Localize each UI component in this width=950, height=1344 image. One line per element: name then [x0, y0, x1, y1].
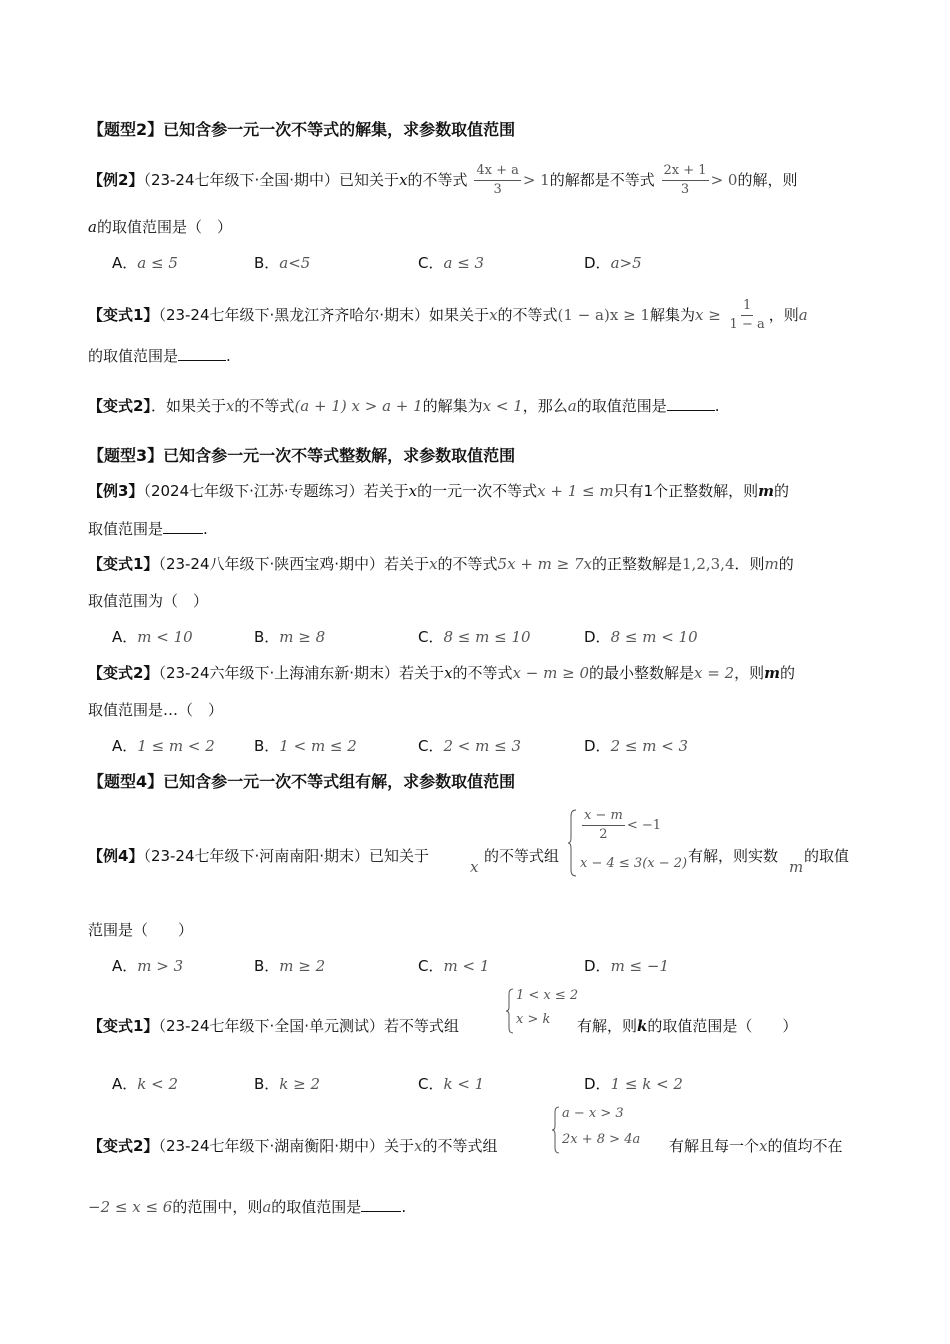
text: ．如果关于 — [150, 397, 226, 415]
text: 只有1个正整数解，则 — [613, 482, 759, 500]
var-a: a — [798, 306, 808, 324]
text: 的范围中，则 — [172, 1198, 263, 1216]
option-value: m ≥ 8 — [279, 628, 326, 646]
option-c[interactable] — [418, 735, 521, 756]
math: 1 < x ≤ 2 — [516, 988, 579, 1003]
text: 的取值范围是（ ） — [647, 1017, 798, 1035]
variant-4-2-line2 — [88, 1197, 406, 1217]
variant-3-2-line2: 取值范围是…（ ） — [88, 701, 224, 719]
math: < −1 — [626, 818, 662, 833]
option-label: B． — [254, 254, 280, 272]
text: . — [401, 1198, 407, 1216]
text: 的取值范围是 — [88, 347, 179, 365]
math: x = 2 — [694, 664, 735, 682]
option-label: D． — [584, 628, 611, 646]
option-c[interactable] — [418, 252, 484, 273]
var-x: x — [759, 1137, 768, 1155]
source: （23-24七年级下·全国·期中）已知关于 — [143, 171, 400, 189]
heading-type3: 【题型3】已知含参一元一次不等式整数解，求参数取值范围 — [88, 446, 516, 465]
option-value: m < 1 — [443, 957, 490, 975]
example-4-line1 — [88, 846, 429, 866]
option-value: a ≤ 5 — [137, 254, 178, 272]
example-3-line2 — [88, 519, 208, 539]
variant-3-1-line1 — [88, 554, 794, 574]
text: 的不等式 — [452, 664, 513, 682]
text: 的 — [774, 482, 790, 500]
var-k: k — [637, 1017, 648, 1035]
source: （2024七年级下·江苏·专题练习）若关于 — [143, 482, 409, 500]
text: 有解且每一个 — [669, 1137, 760, 1155]
option-label: A． — [112, 628, 138, 646]
var-x: x — [444, 664, 453, 682]
math: −2 ≤ x ≤ 6 — [88, 1198, 173, 1216]
text: 的最小整数解是 — [588, 664, 694, 682]
inequality-system — [506, 988, 586, 1034]
text: ，则 — [734, 664, 765, 682]
variant-2 — [88, 396, 720, 416]
example-4-line2: 范围是（ ） — [88, 921, 194, 939]
variant-tag: 【变式1】 — [88, 555, 159, 573]
numerator: 1 — [741, 298, 753, 316]
option-value: 1 ≤ k < 2 — [610, 1075, 683, 1093]
option-c[interactable] — [418, 955, 489, 976]
var-m: m — [758, 482, 774, 500]
text: 的不等式 — [234, 397, 295, 415]
variant-tag: 【变式1】 — [88, 306, 159, 324]
var-x: x — [470, 858, 479, 876]
option-b[interactable] — [254, 1073, 320, 1094]
option-c[interactable] — [418, 626, 531, 647]
math: x ≥ — [694, 306, 721, 324]
option-b[interactable] — [254, 955, 325, 976]
text: 的 — [778, 555, 794, 573]
example-2-line1 — [88, 163, 797, 198]
heading-type4: 【题型4】已知含参一元一次不等式组有解，求参数取值范围 — [88, 772, 516, 791]
brace-icon — [552, 1106, 560, 1154]
numerator: 4x + a — [474, 163, 521, 181]
heading-type2: 【题型2】已知含参一元一次不等式的解集，求参数取值范围 — [88, 120, 516, 139]
text: 的取值范围是 — [576, 397, 667, 415]
example-tag: 【例3】 — [88, 482, 144, 500]
option-d[interactable] — [584, 735, 688, 756]
var-m: m — [789, 858, 804, 876]
source: （23-24七年级下·黑龙江齐齐哈尔·期末）如果关于 — [158, 306, 490, 324]
example-3-line1 — [88, 481, 789, 501]
option-label: A． — [112, 957, 138, 975]
fraction — [474, 163, 521, 198]
text: 的不等式 — [407, 171, 468, 189]
option-label: D． — [584, 254, 611, 272]
math: x + 1 ≤ m — [537, 482, 614, 500]
var-m: m — [764, 555, 779, 573]
option-label: C． — [418, 737, 444, 755]
option-a[interactable] — [112, 735, 215, 756]
option-d[interactable] — [584, 955, 669, 976]
option-value: 2 < m ≤ 3 — [443, 737, 522, 755]
denominator: 2 — [599, 827, 608, 842]
var-x: x — [429, 555, 438, 573]
option-value: m ≤ −1 — [610, 957, 670, 975]
option-a[interactable] — [112, 955, 183, 976]
variant-4-1 — [88, 1016, 459, 1036]
text: 的取值范围是 — [271, 1198, 362, 1216]
option-label: D． — [584, 737, 611, 755]
answer-blank[interactable] — [178, 346, 226, 361]
option-value: a>5 — [610, 254, 642, 272]
option-c[interactable] — [418, 1073, 484, 1094]
option-label: C． — [418, 957, 444, 975]
var-a: a — [567, 397, 577, 415]
example-tag: 【例4】 — [88, 847, 144, 865]
answer-blank[interactable] — [361, 1197, 401, 1212]
text: . — [203, 520, 208, 538]
option-a[interactable] — [112, 626, 193, 647]
option-a[interactable] — [112, 252, 178, 273]
denominator: 3 — [680, 182, 690, 197]
text: 解集为 — [649, 306, 695, 324]
math: > 0 — [710, 171, 738, 189]
variant-tag: 【变式1】 — [88, 1017, 159, 1035]
fraction — [582, 808, 625, 843]
option-value: m > 3 — [137, 957, 184, 975]
option-value: a ≤ 3 — [443, 254, 485, 272]
math: 2x + 8 > 4a — [562, 1132, 641, 1147]
text: 的解集为 — [422, 397, 483, 415]
source: （23-24八年级下·陕西宝鸡·期中）若关于 — [158, 555, 430, 573]
source: （23-24六年级下·上海浦东新·期末）若关于 — [158, 664, 445, 682]
inequality-system — [568, 808, 688, 878]
numerator: 2x + 1 — [662, 163, 709, 181]
text: . — [226, 347, 231, 365]
answer-blank[interactable] — [163, 519, 203, 534]
var-a: a — [262, 1198, 272, 1216]
option-d[interactable] — [584, 252, 642, 273]
option-value: 8 ≤ m ≤ 10 — [443, 628, 531, 646]
option-b[interactable] — [254, 626, 325, 647]
text: 的一元一次不等式 — [417, 482, 538, 500]
var-a: a — [88, 218, 97, 236]
var-x: x — [399, 171, 408, 189]
option-label: C． — [418, 1075, 444, 1093]
var-x: x — [414, 1137, 423, 1155]
var-x: x — [408, 482, 418, 500]
variant-4-1-tail — [577, 1016, 797, 1036]
math: > 1 — [522, 171, 550, 189]
text: 有解，则 — [577, 1017, 638, 1035]
source: （23-24七年级下·湖南衡阳·期中）关于 — [158, 1137, 415, 1155]
variant-tag: 【变式2】 — [88, 664, 159, 682]
option-value: k < 2 — [137, 1075, 179, 1093]
text: ，那么 — [522, 397, 568, 415]
option-label: C． — [418, 628, 444, 646]
variant-tag: 【变式2】 — [88, 1137, 159, 1155]
option-label: B． — [254, 1075, 280, 1093]
var-x: x — [225, 397, 235, 415]
fraction — [662, 163, 709, 198]
math: 1,2,3,4 — [682, 555, 735, 573]
option-value: m ≥ 2 — [279, 957, 326, 975]
example-tag: 【例2】 — [88, 171, 144, 189]
text: ，则 — [768, 306, 799, 324]
math: x − 4 ≤ 3(x − 2) — [580, 856, 688, 871]
var-x: x — [489, 306, 498, 324]
math: a − x > 3 — [562, 1106, 624, 1121]
option-value: 1 ≤ m < 2 — [137, 737, 215, 755]
var-m: m — [764, 664, 780, 682]
text: 取值范围是 — [88, 520, 164, 538]
denominator: 3 — [493, 182, 502, 197]
denominator: 1 − a — [729, 317, 765, 332]
variant-3-2-line1 — [88, 663, 795, 683]
option-label: A． — [112, 737, 138, 755]
math: x − m ≥ 0 — [512, 664, 589, 682]
variant-1-line1 — [88, 298, 808, 333]
option-label: D． — [584, 957, 611, 975]
inequality-system — [552, 1106, 672, 1154]
text: 的取值范围是（ ） — [96, 218, 232, 236]
source: （23-24七年级下·全国·单元测试）若不等式组 — [158, 1017, 460, 1035]
option-d[interactable] — [584, 1073, 683, 1094]
option-d[interactable] — [584, 626, 698, 647]
source: （23-24七年级下·河南南阳·期末）已知关于 — [143, 847, 430, 865]
text: 的不等式 — [497, 306, 558, 324]
text: 的值均不在 — [767, 1137, 843, 1155]
option-label: D． — [584, 1075, 611, 1093]
option-label: B． — [254, 628, 280, 646]
option-b[interactable] — [254, 735, 357, 756]
text: 的取值 — [804, 847, 850, 865]
option-value: 1 < m ≤ 2 — [279, 737, 357, 755]
answer-blank[interactable] — [667, 396, 715, 411]
text: ．则 — [734, 555, 765, 573]
option-value: k ≥ 2 — [279, 1075, 321, 1093]
brace-icon — [506, 988, 514, 1034]
math: x < 1 — [482, 397, 523, 415]
option-label: A． — [112, 1075, 138, 1093]
text: . — [714, 397, 720, 415]
variant-4-2-line1 — [88, 1136, 498, 1156]
math: (1 − a)x ≥ 1 — [557, 306, 650, 324]
option-value: a<5 — [279, 254, 311, 272]
option-label: B． — [254, 957, 280, 975]
option-value: 2 ≤ m < 3 — [610, 737, 689, 755]
text: 的解都是不等式 — [549, 171, 655, 189]
math: x > k — [516, 1012, 551, 1027]
example-2-line2 — [88, 217, 232, 237]
option-value: k < 1 — [443, 1075, 485, 1093]
text: 的不等式 — [437, 555, 498, 573]
numerator: x − m — [582, 808, 625, 826]
math: (a + 1) x > a + 1 — [294, 397, 423, 415]
option-label: B． — [254, 737, 280, 755]
variant-3-1-line2: 取值范围为（ ） — [88, 592, 209, 610]
text: 的 — [780, 664, 796, 682]
brace-icon — [568, 808, 578, 878]
variant-tag: 【变式2】 — [88, 397, 151, 415]
variant-4-2-tail — [669, 1136, 843, 1156]
option-b[interactable] — [254, 252, 310, 273]
variant-1-line2 — [88, 346, 231, 366]
text: 的不等式组 — [484, 847, 560, 865]
fraction — [728, 298, 767, 333]
text: 的正整数解是 — [592, 555, 683, 573]
option-label: A． — [112, 254, 138, 272]
text: 的不等式组 — [422, 1137, 498, 1155]
option-value: 8 ≤ m < 10 — [610, 628, 698, 646]
math: 5x + m ≥ 7x — [497, 555, 592, 573]
option-label: C． — [418, 254, 444, 272]
option-a[interactable] — [112, 1073, 178, 1094]
option-value: m < 10 — [137, 628, 193, 646]
text: 有解，则实数 — [688, 847, 779, 865]
text: 的解，则 — [737, 171, 798, 189]
